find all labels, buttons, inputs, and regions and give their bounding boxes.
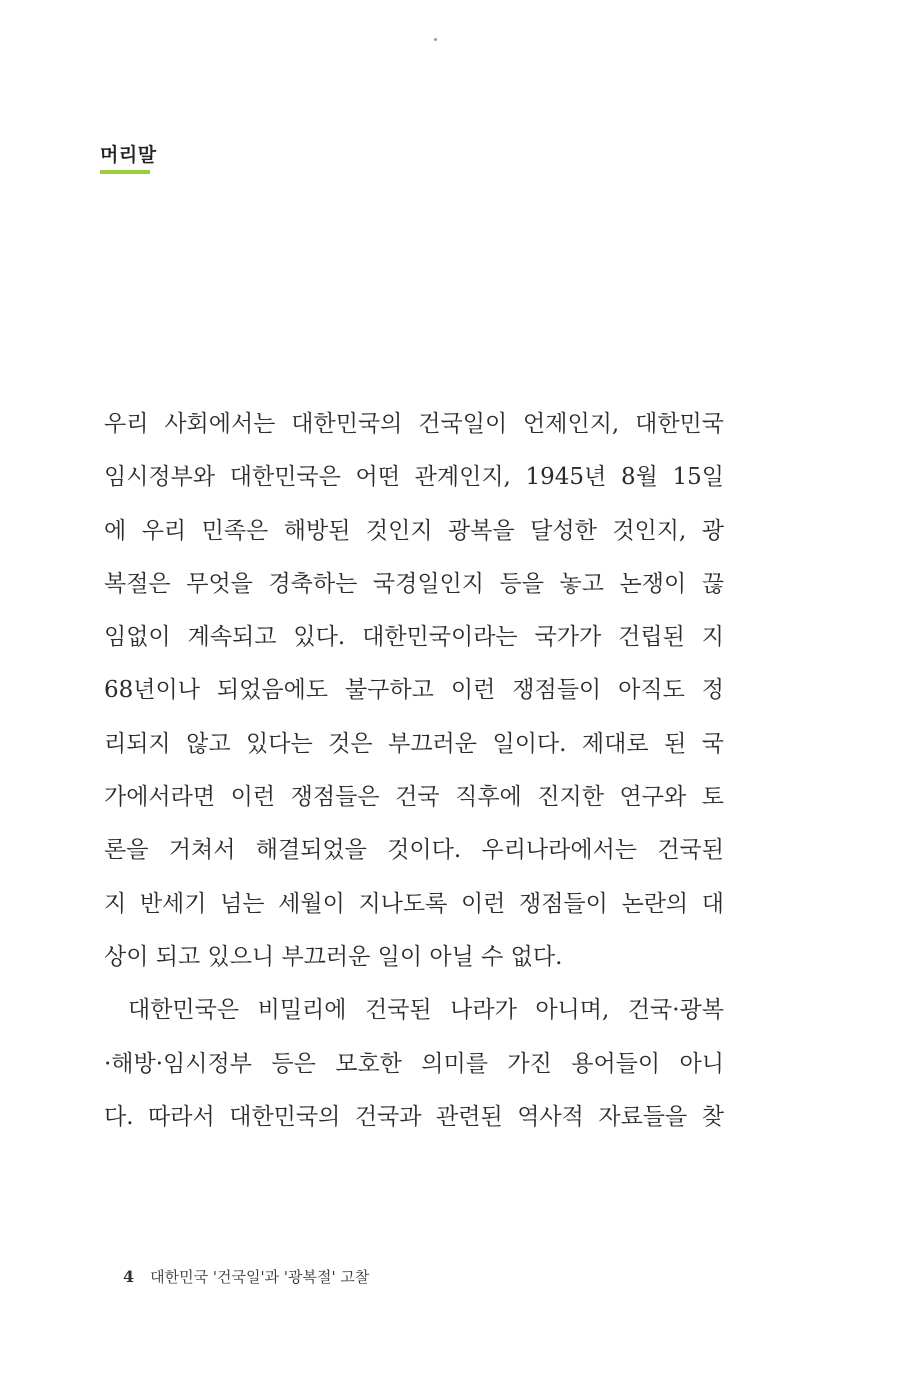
page-footer xyxy=(123,1266,369,1287)
print-mark xyxy=(434,38,437,41)
text-line: 다. 따라서 대한민국의 건국과 관련된 역사적 자료들을 찾 xyxy=(104,1103,724,1130)
text-line: 복절은 무엇을 경축하는 국경일인지 등을 놓고 논쟁이 끊 xyxy=(104,570,724,597)
body-text xyxy=(104,398,724,1144)
text-line: 에 우리 민족은 해방된 것인지 광복을 달성한 것인지, 광 xyxy=(104,517,724,544)
page-number: 4 xyxy=(123,1267,135,1286)
text-line: 가에서라면 이런 쟁점들은 건국 직후에 진지한 연구와 토 xyxy=(104,784,724,811)
text-line: 대한민국은 비밀리에 건국된 나라가 아니며, 건국·광복 xyxy=(128,997,724,1024)
text-line: 임시정부와 대한민국은 어떤 관계인지, 1945년 8월 15일 xyxy=(104,464,724,491)
text-line: 상이 되고 있으니 부끄러운 일이 아닐 수 없다. xyxy=(104,943,563,970)
text-line: 론을 거쳐서 해결되었을 것이다. 우리나라에서는 건국된 xyxy=(104,837,724,864)
text-line: 지 반세기 넘는 세월이 지나도록 이런 쟁점들이 논란의 대 xyxy=(104,890,724,917)
running-title: 대한민국 '건국일'과 '광복절' 고찰 xyxy=(150,1268,370,1286)
section-title: 머리말 xyxy=(100,144,157,166)
text-line: 우리 사회에서는 대한민국의 건국일이 언제인지, 대한민국 xyxy=(104,411,724,437)
text-line: 리되지 않고 있다는 것은 부끄러운 일이다. 제대로 된 국 xyxy=(104,730,724,757)
section-title-underline xyxy=(100,170,150,174)
text-line: ·해방·임시정부 등은 모호한 의미를 가진 용어들이 아니 xyxy=(104,1050,724,1077)
text-line: 68년이나 되었음에도 불구하고 이런 쟁점들이 아직도 정 xyxy=(104,677,724,704)
text-line: 임없이 계속되고 있다. 대한민국이라는 국가가 건립된 지 xyxy=(104,624,724,651)
